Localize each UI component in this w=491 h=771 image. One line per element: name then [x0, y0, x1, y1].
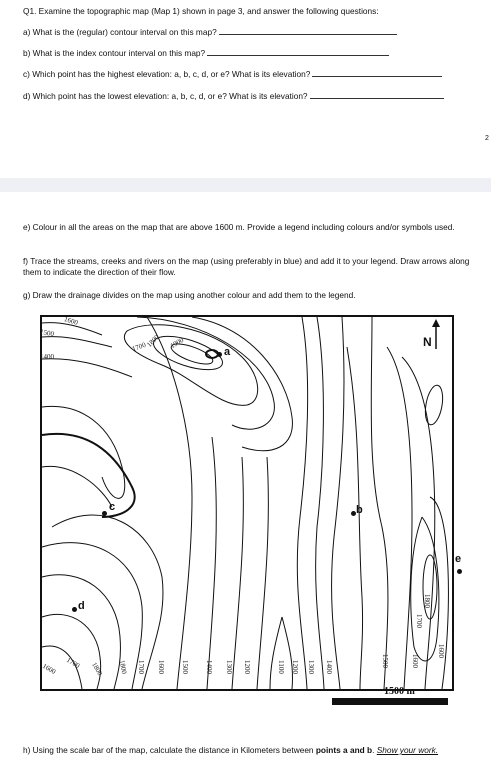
q1-d-text: d) Which point has the lowest elevation: a, b, c, d, or e? What is its elevation?	[23, 91, 308, 101]
contour-label: 1700	[131, 340, 147, 354]
contour-label: 1600	[40, 662, 58, 676]
contour-label: 1700	[64, 656, 82, 670]
q1-c-text: c) Which point has the highest elevation: a, b, c, d, or e? What is its elevation?	[23, 69, 311, 79]
question-h	[23, 745, 483, 756]
q1-d	[23, 91, 444, 102]
contour-label: 1100	[276, 660, 285, 674]
contour-label: 1700	[415, 614, 423, 628]
question-g: g) Draw the drainage divides on the map using another colour and add them to the legend.	[23, 290, 356, 300]
contour-label: 1500	[39, 327, 55, 339]
question-h-mid: .	[372, 745, 377, 755]
contour-label: 1200	[243, 660, 251, 674]
contour-label: 1900	[168, 336, 186, 350]
topographic-map	[39, 315, 462, 691]
contour-label: 1300	[225, 660, 233, 674]
point-c-label: c	[109, 501, 116, 513]
question-h-bold: points a and b	[315, 745, 373, 755]
page-break	[0, 178, 491, 192]
contour-label: 1800	[145, 333, 161, 349]
contour-label: 1600	[63, 315, 79, 327]
q1-c	[23, 69, 442, 80]
contour-label: 1400	[40, 353, 54, 361]
question-h-prefix: h) Using the scale bar of the map, calculate the distance in Kilometers between	[23, 745, 316, 755]
q1-intro	[23, 6, 379, 17]
contour-label: 1700	[137, 660, 145, 674]
contour-label: 1600	[157, 660, 165, 674]
contour-1700-top	[124, 325, 257, 406]
point-d-label: d	[78, 600, 85, 612]
scale-bar	[332, 698, 448, 705]
q1-a	[23, 27, 397, 38]
contour-label: 1200	[291, 660, 299, 674]
point-c-marker	[102, 511, 107, 516]
answer-line-d[interactable]	[310, 91, 444, 99]
point-e-label: e	[455, 553, 462, 565]
point-e-marker	[457, 569, 462, 574]
q1-b-text: b) What is the index contour interval on this map?	[23, 48, 206, 58]
point-a-marker	[217, 352, 222, 357]
contour-label: 1400	[325, 660, 333, 674]
q1-intro-text: Q1. Examine the topographic map (Map 1) shown in page 3, and answer the following questions:	[23, 6, 379, 16]
question-h-show-work: Show your work.	[376, 745, 439, 755]
q1-b	[23, 48, 389, 59]
question-f: f) Trace the streams, creeks and rivers on the map (using preferably in blue) and add it to your legend. Draw arrows along them to indicate the direction of their flow.	[23, 256, 470, 277]
page-number: 2	[485, 135, 489, 142]
answer-line-a[interactable]	[219, 27, 397, 35]
scale-label: 1500 m	[384, 686, 415, 697]
point-a-label: a	[224, 346, 231, 358]
contour-label: 1500	[381, 654, 389, 668]
point-d-marker	[72, 607, 77, 612]
q1-a-text: a) What is the (regular) contour interval on this map?	[23, 27, 217, 37]
contour-label: 1800	[90, 660, 104, 678]
point-b-label: b	[356, 504, 363, 516]
contour-label: 1600	[411, 654, 419, 668]
question-e: e) Colour in all the areas on the map that are above 1600 m. Provide a legend including colours and/or symbols used.	[23, 222, 455, 232]
contour-label: 1500	[181, 660, 189, 674]
contour-lines	[42, 317, 452, 689]
answer-line-b[interactable]	[207, 48, 389, 56]
contour-label: 1800	[423, 594, 431, 608]
answer-line-c[interactable]	[312, 69, 442, 77]
contour-label: 1400	[205, 660, 213, 674]
north-label: N	[423, 335, 432, 349]
contour-1400-tl	[42, 359, 132, 377]
contour-label: 1600	[437, 644, 445, 658]
contour-label: 1300	[307, 660, 315, 674]
contour-label: 1800	[117, 659, 129, 675]
